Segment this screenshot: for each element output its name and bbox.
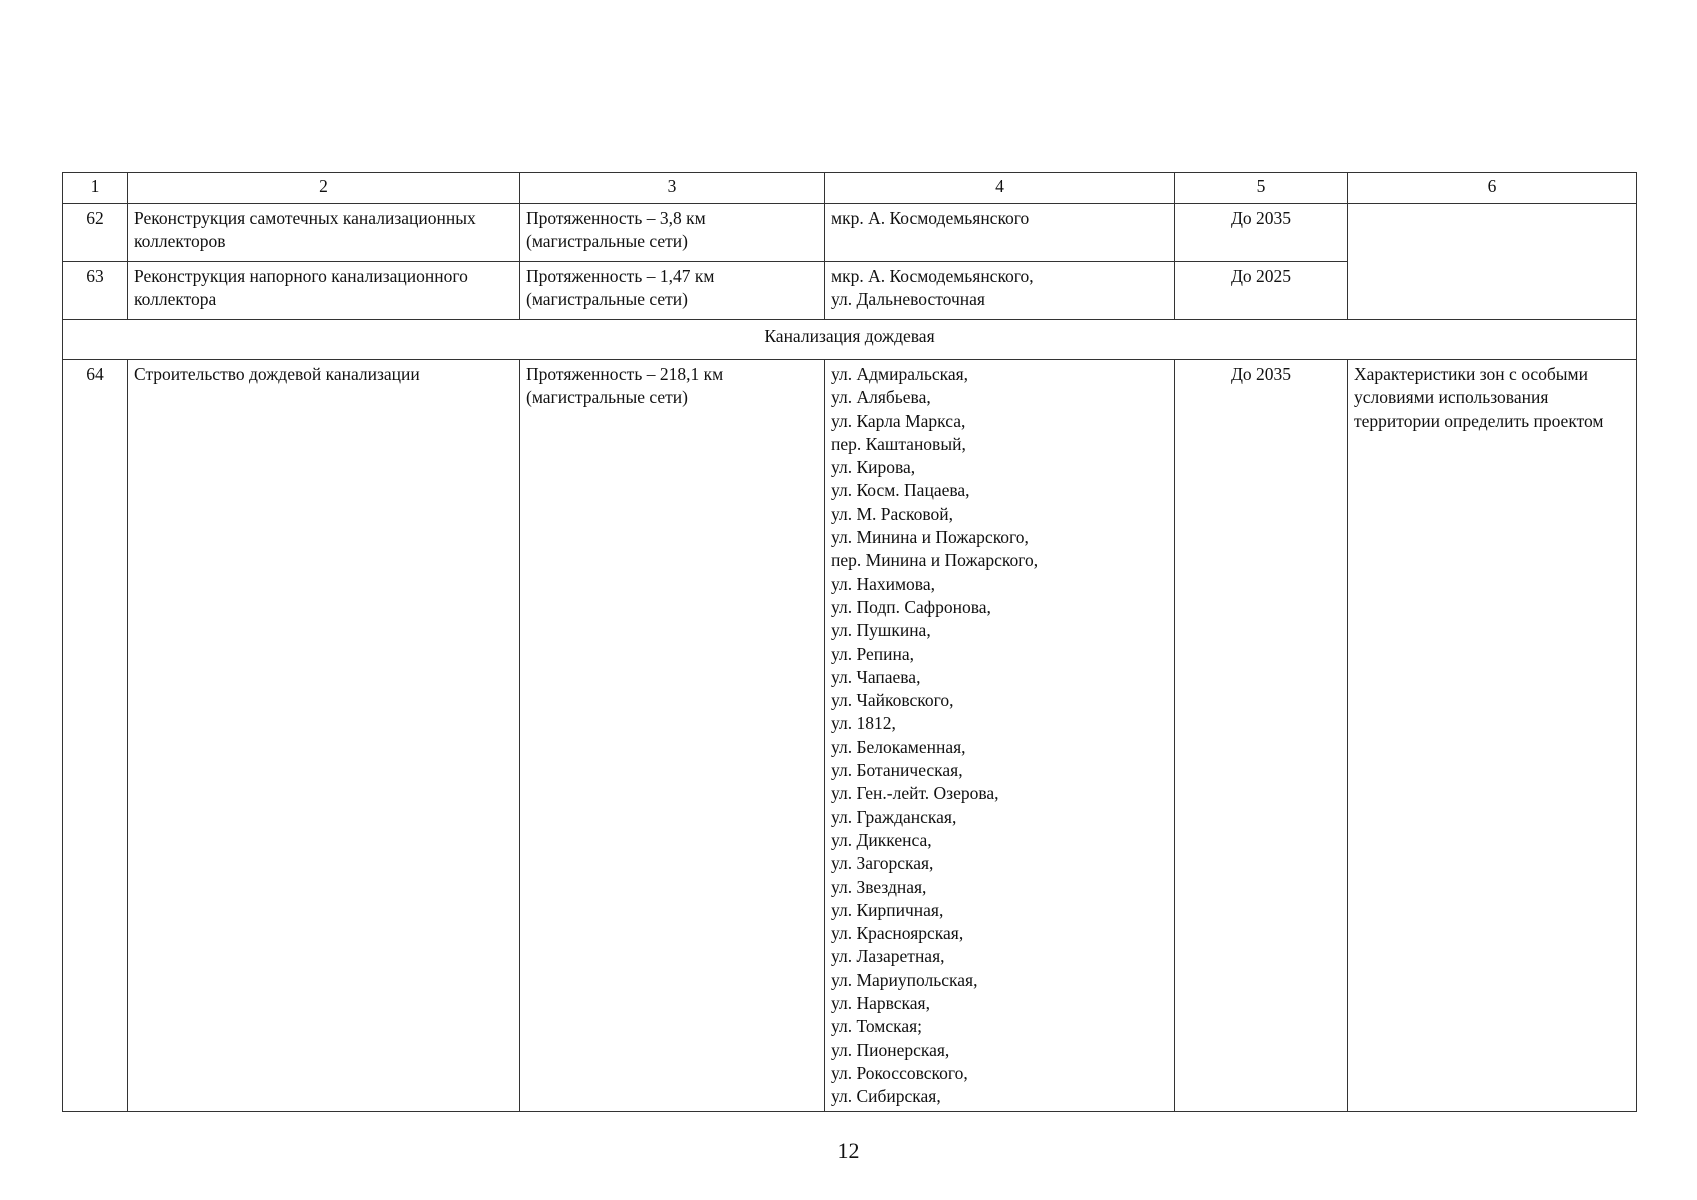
- street-item: пер. Минина и Пожарского,: [831, 550, 1039, 571]
- document-table: [62, 172, 1637, 1112]
- street-item: ул. Мариупольская,: [831, 969, 978, 990]
- row-number: 64: [63, 360, 128, 1112]
- street-item: ул. Нарвская,: [831, 993, 930, 1014]
- street-item: ул. М. Расковой,: [831, 503, 954, 524]
- street-item: пер. Каштановый,: [831, 433, 966, 454]
- location-line: ул. Дальневосточная: [831, 289, 985, 310]
- header-cell: 2: [128, 173, 520, 204]
- header-cell: 1: [63, 173, 128, 204]
- table-row: [63, 360, 1637, 1112]
- header-cell: 6: [1348, 173, 1637, 204]
- street-item: ул. Кирпичная,: [831, 899, 944, 920]
- street-item: ул. Косм. Пацаева,: [831, 480, 970, 501]
- zones-note: Характеристики зон с особыми условиями использования территории определить проектом: [1348, 360, 1637, 1112]
- location-line: мкр. А. Космодемьянского,: [831, 266, 1034, 286]
- street-item: ул. Чайковского,: [831, 690, 954, 711]
- street-item: ул. Рокоссовского,: [831, 1062, 968, 1083]
- implementation-term: До 2035: [1175, 204, 1348, 262]
- street-item: ул. Звездная,: [831, 876, 927, 897]
- object-parameters: Протяженность – 218,1 км (магистральные сети): [520, 360, 825, 1112]
- section-header-row: [63, 320, 1637, 360]
- object-location: [825, 262, 1175, 320]
- street-item: ул. Белокаменная,: [831, 736, 966, 757]
- header-cell: 5: [1175, 173, 1348, 204]
- table-header-row: [63, 173, 1637, 204]
- street-item: ул. Ген.-лейт. Озерова,: [831, 783, 999, 804]
- street-item: ул. 1812,: [831, 713, 896, 734]
- street-item: ул. Диккенса,: [831, 829, 932, 850]
- table-row: [63, 204, 1637, 262]
- street-item: ул. Подп. Сафронова,: [831, 596, 991, 617]
- street-item: ул. Кирова,: [831, 457, 916, 478]
- street-list: [825, 360, 1175, 1112]
- zones-note: [1348, 204, 1637, 320]
- object-parameters: Протяженность – 3,8 км (магистральные сети): [520, 204, 825, 262]
- implementation-term: До 2025: [1175, 262, 1348, 320]
- header-cell: 3: [520, 173, 825, 204]
- row-number: 62: [63, 204, 128, 262]
- street-item: ул. Минина и Пожарского,: [831, 527, 1029, 548]
- object-location: [825, 204, 1175, 262]
- street-item: ул. Ботаническая,: [831, 760, 963, 781]
- street-item: ул. Карла Маркса,: [831, 410, 966, 431]
- street-item: ул. Пионерская,: [831, 1039, 950, 1060]
- page-number: 12: [837, 1138, 860, 1163]
- street-item: ул. Гражданская,: [831, 806, 957, 827]
- street-item: ул. Пушкина,: [831, 620, 931, 641]
- street-item: ул. Томская;: [831, 1016, 923, 1037]
- object-name: Реконструкция самотечных канализационных коллекторов: [128, 204, 520, 262]
- object-parameters: Протяженность – 1,47 км (магистральные сети): [520, 262, 825, 320]
- section-title: Канализация дождевая: [63, 320, 1637, 360]
- location-line: мкр. А. Космодемьянского: [831, 208, 1030, 228]
- implementation-term: До 2035: [1175, 360, 1348, 1112]
- street-item: ул. Нахимова,: [831, 573, 935, 594]
- header-cell: 4: [825, 173, 1175, 204]
- object-name: Реконструкция напорного канализационного коллектора: [128, 262, 520, 320]
- street-item: ул. Репина,: [831, 643, 914, 664]
- street-item: ул. Лазаретная,: [831, 946, 945, 967]
- row-number: 63: [63, 262, 128, 320]
- street-item: ул. Сибирская,: [831, 1086, 941, 1107]
- street-item: ул. Алябьева,: [831, 387, 931, 408]
- street-item: ул. Адмиральская,: [831, 364, 969, 384]
- street-item: ул. Красноярская,: [831, 923, 964, 944]
- street-item: ул. Загорская,: [831, 853, 934, 874]
- street-item: ул. Чапаева,: [831, 666, 921, 687]
- object-name: Строительство дождевой канализации: [128, 360, 520, 1112]
